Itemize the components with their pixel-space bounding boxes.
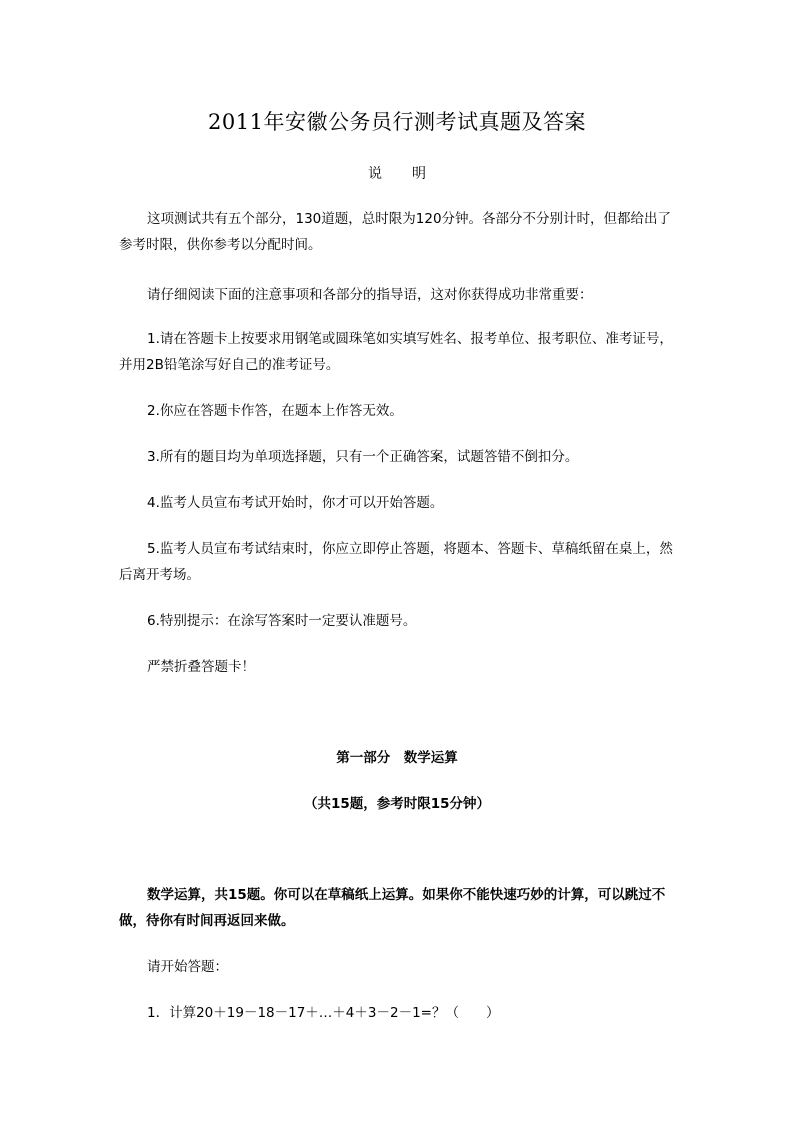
section-instruction: 数学运算，共15题。你可以在草稿纸上运算。如果你不能快速巧妙的计算，可以跳过不做，待你有时间再返回来做。 [119, 887, 666, 929]
start-prompt: 请开始答题： [147, 959, 228, 975]
subtitle-char-1: 说 [368, 166, 382, 182]
warning-text: 严禁折叠答题卡！ [147, 659, 255, 675]
section-subtitle: （共15题，参考时限15分钟） [303, 796, 491, 812]
subtitle-char-2: 明 [412, 166, 426, 182]
note-6: 6.特别提示：在涂写答案时一定要认准题号。 [147, 613, 417, 629]
instructions-paragraph: 请仔细阅读下面的注意事项和各部分的指导语，这对你获得成功非常重要： [147, 287, 593, 303]
note-5: 5.监考人员宣布考试结束时，你应立即停止答题，将题本、答题卡、草稿纸留在桌上，然后离开考场。 [119, 541, 673, 583]
section-title: 第一部分 数学运算 [336, 750, 458, 766]
document-subtitle [0, 163, 794, 183]
intro-paragraph: 这项测试共有五个部分，130道题，总时限为120分钟。各部分不分别计时，但都给出了参考时限，供你参考以分配时间。 [119, 211, 672, 253]
note-2: 2.你应在答题卡作答，在题本上作答无效。 [147, 403, 403, 419]
note-4: 4.监考人员宣布考试开始时，你才可以开始答题。 [147, 495, 444, 511]
question-1: 1．计算20＋19－18－17＋…＋4＋3－2－1=？（ ） [147, 1005, 500, 1021]
document-title: 2011年安徽公务员行测考试真题及答案 [208, 110, 586, 134]
note-3: 3.所有的题目均为单项选择题，只有一个正确答案，试题答错不倒扣分。 [147, 449, 579, 465]
note-1: 1.请在答题卡上按要求用钢笔或圆珠笔如实填写姓名、报考单位、报考职位、准考证号，并用2B铅笔涂写好自己的准考证号。 [119, 331, 673, 373]
